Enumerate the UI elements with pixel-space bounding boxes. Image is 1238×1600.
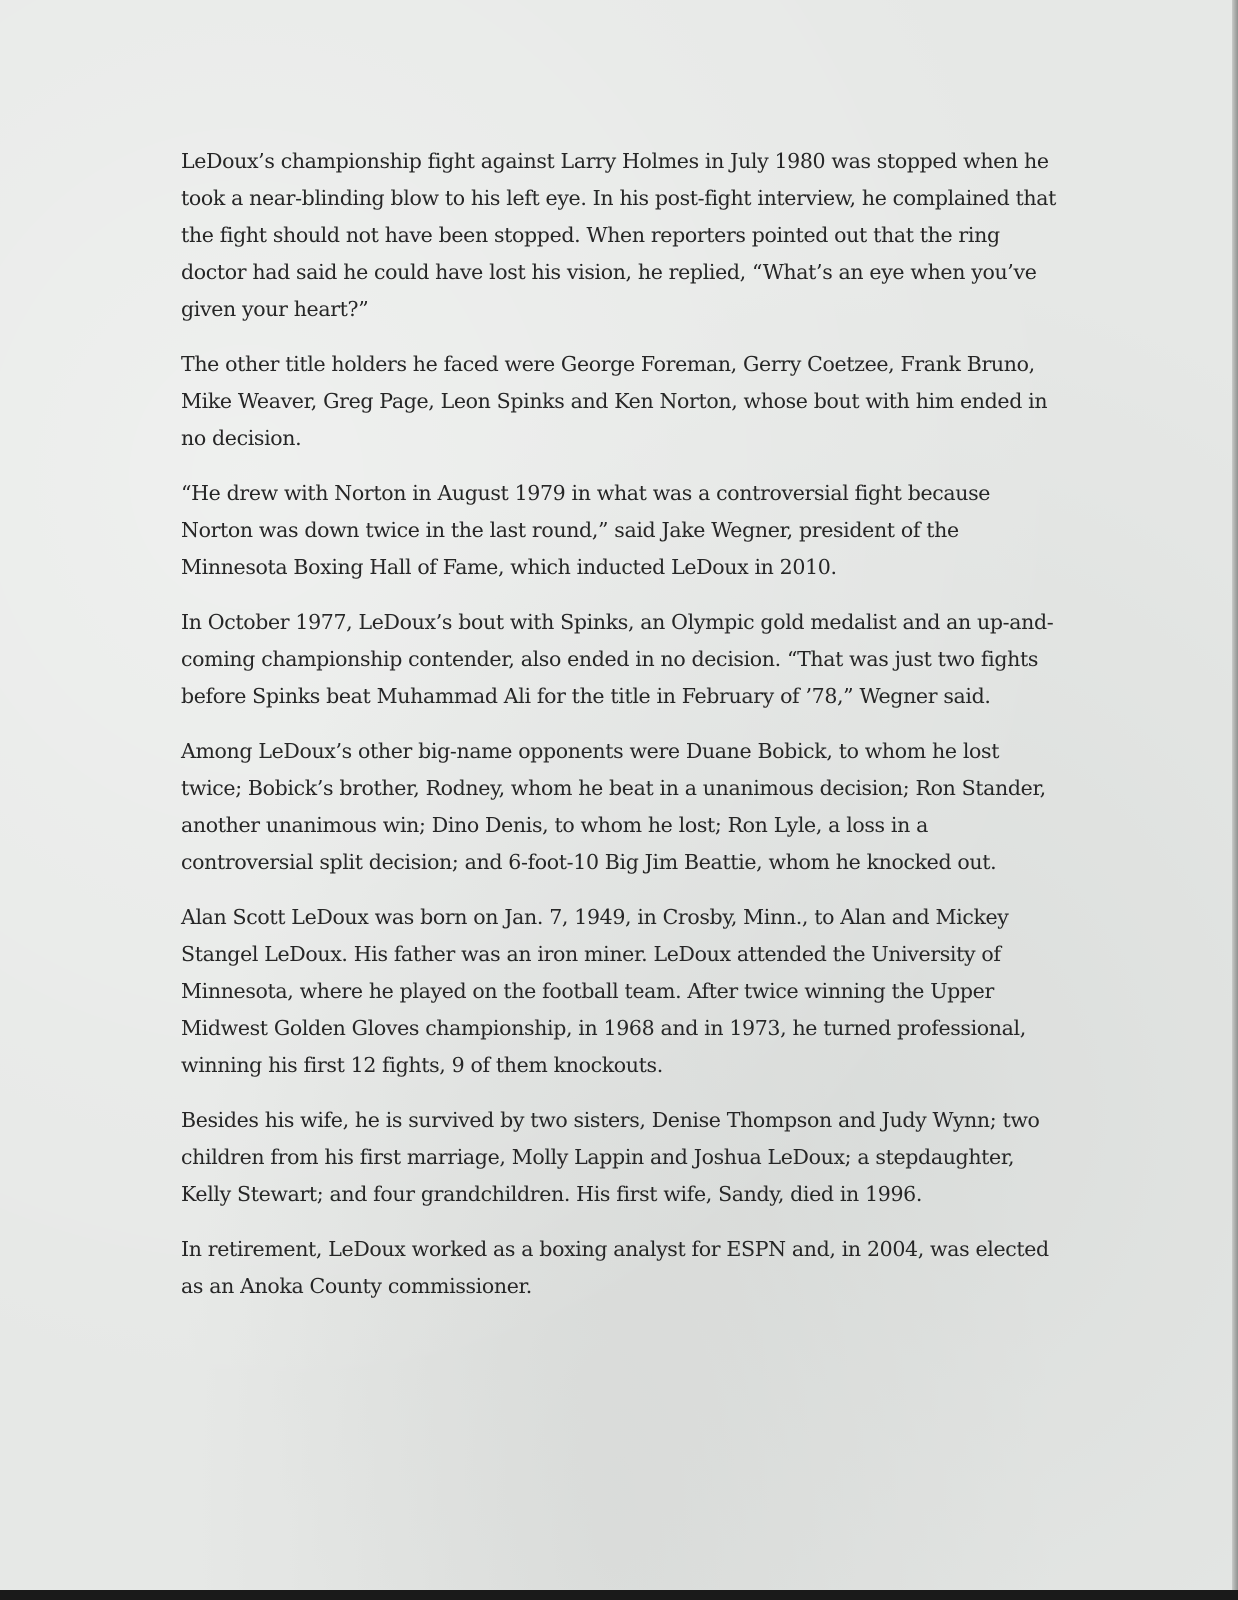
article-body [181,143,1061,1323]
scan-bottom-edge [0,1590,1238,1600]
paragraph-holmes-fight: LeDoux’s championship fight against Larry Holmes in July 1980 was stopped when he took a near-blinding blow to his left eye. In his post-fight interview, he complained that the fight should not have been stopped. When reporters pointed out that the ring doctor had said he could have lost his vision, he replied, “What’s an eye when you’ve given your heart?” [181,149,1057,321]
scan-right-edge [1232,0,1238,1600]
paragraph-biography: Alan Scott LeDoux was born on Jan. 7, 1949, in Crosby, Minn., to Alan and Mickey Stangel LeDoux. His father was an iron miner. LeDoux attended the University of Minnesota, where he played on the football team. After twice winning the Upper Midwest Golden Gloves championship, in 1968 and in 1973, he turned professional, winning his first 12 fights, 9 of them knockouts. [181,905,1026,1077]
paragraph-norton-draw: “He drew with Norton in August 1979 in what was a controversial fight because Norton was down twice in the last round,” said Jake Wegner, president of the Minnesota Boxing Hall of Fame, which inducted LeDoux in 2010. [181,481,991,579]
paragraph-retirement: In retirement, LeDoux worked as a boxing analyst for ESPN and, in 2004, was elected as an Anoka County commissioner. [181,1237,1049,1298]
paragraph-spinks-bout: In October 1977, LeDoux’s bout with Spinks, an Olympic gold medalist and an up-and-coming championship contender, also ended in no decision. “That was just two fights before Spinks beat Muhammad Ali for the title in February of ’78,” Wegner said. [181,610,1054,708]
paragraph-survivors: Besides his wife, he is survived by two sisters, Denise Thompson and Judy Wynn; two children from his first marriage, Molly Lappin and Joshua LeDoux; a stepdaughter, Kelly Stewart; and four grandchildren. His first wife, Sandy, died in 1996. [181,1108,1040,1206]
paragraph-title-holders: The other title holders he faced were George Foreman, Gerry Coetzee, Frank Bruno, Mike Weaver, Greg Page, Leon Spinks and Ken Norton, whose bout with him ended in no decision. [181,352,1048,450]
paragraph-other-opponents: Among LeDoux’s other big-name opponents were Duane Bobick, to whom he lost twice; Bobick’s brother, Rodney, whom he beat in a unanimous decision; Ron Stander, another unanimous win; Dino Denis, to whom he lost; Ron Lyle, a loss in a controversial split decision; and 6-foot-10 Big Jim Beattie, whom he knocked out. [181,739,1046,874]
